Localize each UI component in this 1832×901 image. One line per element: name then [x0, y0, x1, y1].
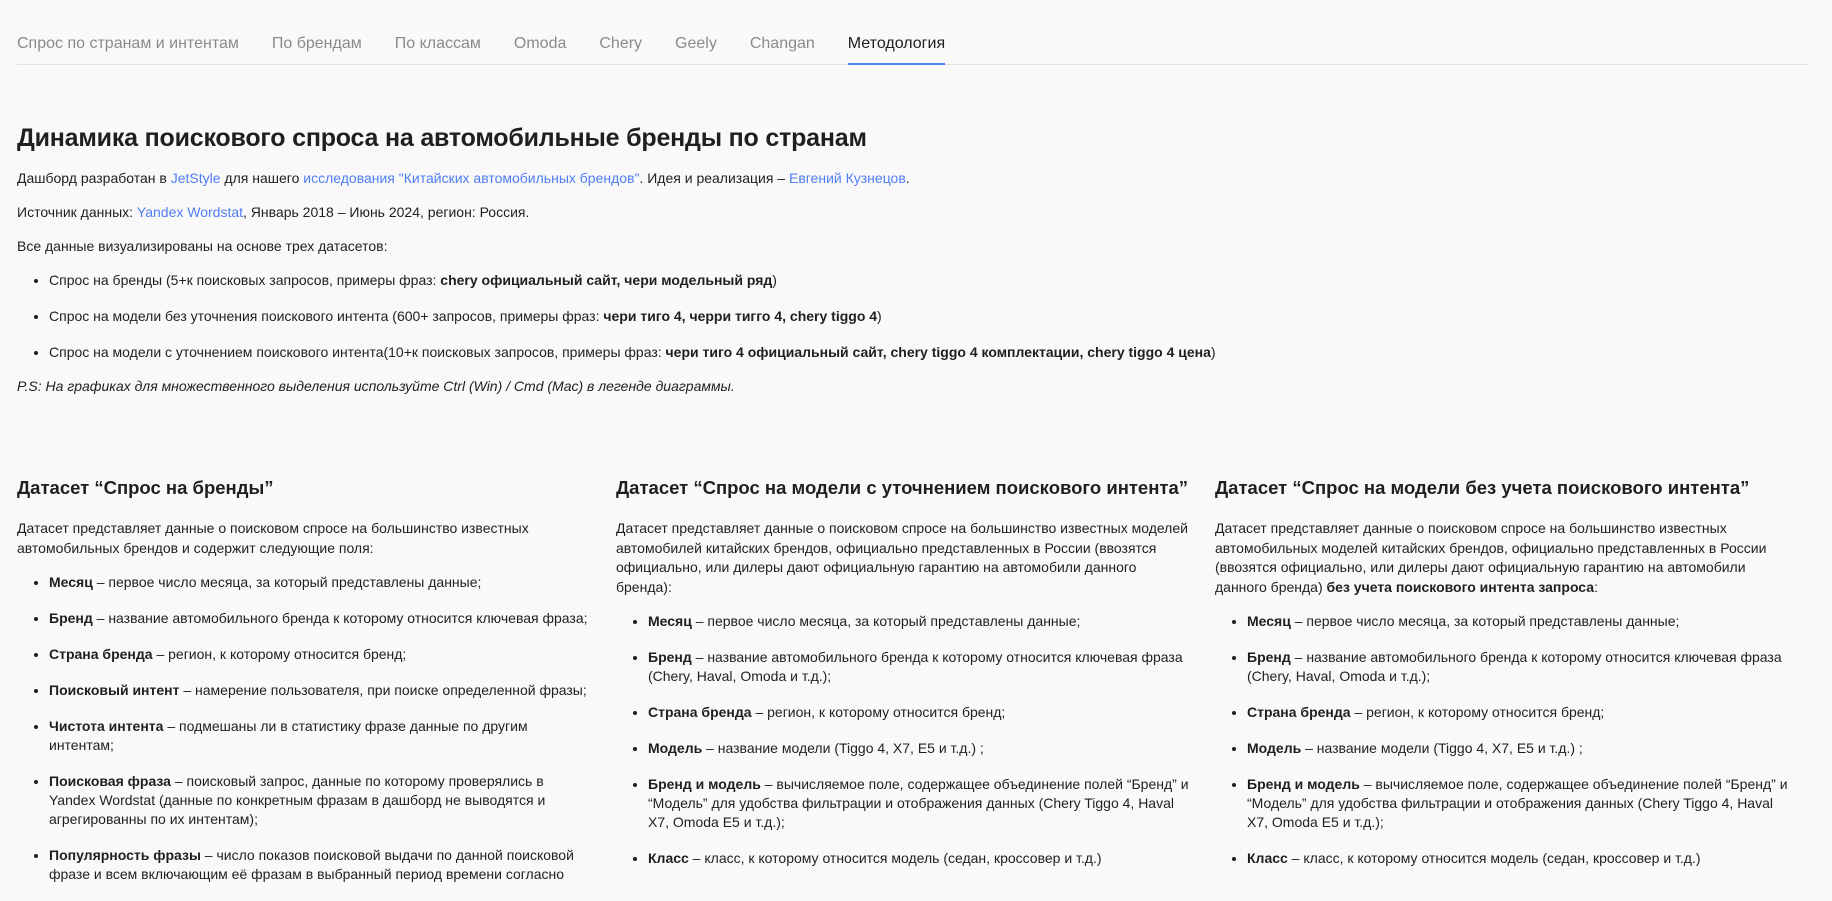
field-name: Страна бренда — [648, 704, 752, 720]
field-desc: – подмешаны ли в статистику фразе данные по другим интентам; — [49, 718, 528, 753]
tab-changan[interactable]: Changan — [749, 35, 815, 52]
field-name: Страна бренда — [1247, 704, 1351, 720]
field-name: Модель — [648, 740, 703, 756]
tab-omoda[interactable]: Omoda — [513, 35, 567, 52]
field-name: Месяц — [1247, 613, 1291, 629]
field-desc: – название модели (Tiggo 4, X7, E5 и т.д.) ; — [702, 740, 984, 756]
field-item — [648, 775, 1191, 832]
credits-part: для нашего — [220, 170, 304, 186]
field-item — [49, 772, 592, 829]
field-desc: – первое число месяца, за который представлены данные; — [691, 613, 1081, 629]
dataset-desc: Спрос на модели без уточнения поискового интента (600+ запросов, примеры фраз: — [49, 308, 604, 324]
field-list — [616, 612, 1191, 868]
dataset-examples: chery официальный сайт, чери модельный ряд — [440, 272, 773, 288]
field-desc: – число показов поисковой выдачи по данной поисковой фразе и всем включающим её фразам в выбранный период времени согласно — [49, 847, 574, 882]
intro-end: : — [1594, 578, 1598, 595]
dataset-intro — [1215, 519, 1790, 597]
field-name: Страна бренда — [49, 646, 153, 662]
dataset-title: Датасет “Спрос на бренды” — [17, 477, 274, 498]
field-desc: – поисковый запрос, данные по которому проверялись в Yandex Wordstat (данные по конкретным фразам в дашборд не выводятся и агрегированны по их интентам); — [49, 773, 546, 827]
field-desc: – вычисляемое поле, содержащее объединение полей “Бренд” и “Модель” для удобства фильтрации и отображения данных (Chery Tiggo 4, Haval X7, Omoda E5 и т.д.); — [1247, 776, 1788, 830]
jetstyle-link[interactable]: JetStyle — [170, 170, 221, 186]
field-name: Поисковый интент — [49, 682, 180, 698]
field-list — [17, 573, 592, 884]
field-item — [49, 717, 592, 755]
field-item — [49, 573, 592, 592]
dataset-desc: Спрос на бренды (5+к поисковых запросов, примеры фраз: — [49, 272, 441, 288]
field-name: Бренд — [648, 649, 692, 665]
field-desc: – регион, к которому относится бренд; — [751, 704, 1006, 720]
tab-countries-intents[interactable]: Спрос по странам и интентам — [17, 35, 239, 52]
dataset-intro — [616, 519, 1191, 597]
field-name: Бренд и модель — [1247, 776, 1360, 792]
field-item — [648, 612, 1191, 631]
intro-text: Датасет представляет данные о поисковом спросе на большинство известных автомобильных моделей китайских брендов, официально представленных в России (ввозятся официально, или дилеры дают официальную гарантию на автомобили данного бренда) — [1215, 520, 1767, 595]
credits-part: . — [905, 170, 910, 186]
dataset-intro — [17, 519, 592, 558]
dataset-end: ) — [877, 308, 882, 324]
dataset-models-with-intent — [616, 477, 1191, 901]
field-desc: – намерение пользователя, при поиске определенной фразы; — [179, 682, 587, 698]
dataset-brands — [17, 477, 592, 901]
field-desc: – регион, к которому относится бренд; — [1350, 704, 1605, 720]
field-item — [648, 739, 1191, 758]
field-name: Популярность фразы — [49, 847, 201, 863]
field-item — [1247, 849, 1790, 868]
dataset-item — [49, 343, 1817, 361]
field-desc: – название автомобильного бренда к которому относится ключевая фраза (Chery, Haval, Omoda и т.д.); — [1247, 649, 1782, 684]
field-item — [1247, 648, 1790, 686]
dataset-title: Датасет “Спрос на модели без учета поискового интента” — [1215, 477, 1750, 498]
credits-text — [17, 169, 1817, 187]
tab-bar — [17, 0, 1808, 65]
dataset-end: ) — [772, 272, 777, 288]
field-name: Бренд и модель — [648, 776, 761, 792]
field-name: Месяц — [49, 574, 93, 590]
intro-bold: без учета поискового интента запроса — [1326, 578, 1595, 595]
dataset-columns — [17, 477, 1817, 901]
field-desc: – название модели (Tiggo 4, X7, E5 и т.д.) ; — [1301, 740, 1583, 756]
field-item — [49, 609, 592, 628]
field-desc: – регион, к которому относится бренд; — [152, 646, 407, 662]
tab-geely[interactable]: Geely — [675, 35, 717, 52]
field-name: Класс — [1247, 850, 1288, 866]
field-desc: – первое число месяца, за который представлены данные; — [1290, 613, 1680, 629]
tab-chery[interactable]: Chery — [599, 35, 643, 52]
field-desc: – класс, к которому относится модель (седан, кроссовер и т.д.) — [688, 850, 1102, 866]
credits-part: . Идея и реализация – — [639, 170, 789, 186]
field-name: Класс — [648, 850, 689, 866]
field-item — [648, 703, 1191, 722]
field-item — [1247, 775, 1790, 832]
intro-text: Датасет представляет данные о поисковом спросе на большинство известных моделей автомобилей китайских брендов, официально представленных в России (ввозятся официально, или дилеры дают официальную гарантию на автомобили данного бренда): — [616, 520, 1188, 595]
source-suffix: , Январь 2018 – Июнь 2024, регион: Россия. — [243, 204, 530, 220]
methodology-header — [17, 124, 1817, 411]
field-name: Чистота интента — [49, 718, 164, 734]
field-item — [1247, 703, 1790, 722]
field-name: Бренд — [1247, 649, 1291, 665]
field-desc: – название автомобильного бренда к которому относится ключевая фраза; — [92, 610, 588, 626]
field-name: Месяц — [648, 613, 692, 629]
field-desc: – название автомобильного бренда к которому относится ключевая фраза (Chery, Haval, Omoda и т.д.); — [648, 649, 1183, 684]
author-link[interactable]: Евгений Кузнецов — [788, 170, 906, 186]
datasets-intro: Все данные визуализированы на основе трех датасетов: — [17, 238, 388, 254]
field-desc: – первое число месяца, за который представлены данные; — [92, 574, 482, 590]
dataset-models-without-intent — [1215, 477, 1790, 901]
source-text — [17, 203, 1817, 221]
dataset-examples: чери тиго 4, черри тигго 4, chery tiggo 4 — [603, 308, 878, 324]
source-prefix: Источник данных: — [17, 204, 137, 220]
dataset-examples: чери тиго 4 официальный сайт, chery tiggo 4 комплектации, chery tiggo 4 цена — [665, 344, 1211, 360]
field-name: Бренд — [49, 610, 93, 626]
tab-classes[interactable]: По классам — [394, 35, 481, 52]
field-name: Модель — [1247, 740, 1302, 756]
credits-part: Дашборд разработан в — [17, 170, 171, 186]
field-name: Поисковая фраза — [49, 773, 171, 789]
dataset-item — [49, 307, 1817, 325]
field-desc: – класс, к которому относится модель (седан, кроссовер и т.д.) — [1287, 850, 1701, 866]
field-item — [648, 648, 1191, 686]
page-title: Динамика поискового спроса на автомобильные бренды по странам — [17, 124, 867, 152]
dataset-desc: Спрос на модели с уточнением поискового интента(10+к поисковых запросов, примеры фраз: — [49, 344, 666, 360]
field-item — [648, 849, 1191, 868]
dataset-title: Датасет “Спрос на модели с уточнением поискового интента” — [616, 477, 1188, 498]
field-desc: – вычисляемое поле, содержащее объединение полей “Бренд” и “Модель” для удобства фильтрации и отображения данных (Chery Tiggo 4, Haval X7, Omoda E5 и т.д.); — [648, 776, 1189, 830]
dataset-item — [49, 271, 1817, 289]
tab-methodology[interactable]: Методология — [848, 35, 945, 64]
field-item — [49, 645, 592, 664]
datasets-list — [17, 271, 1817, 361]
field-list — [1215, 612, 1790, 868]
intro-text: Датасет представляет данные о поисковом спросе на большинство известных автомобильных брендов и содержит следующие поля: — [17, 520, 529, 556]
field-item — [1247, 739, 1790, 758]
ps-note: P.S: На графиках для множественного выделения используйте Ctrl (Win) / Cmd (Mac) в легенде диаграммы. — [17, 378, 735, 394]
field-item — [49, 846, 592, 884]
research-link[interactable]: исследования "Китайских автомобильных брендов" — [303, 170, 640, 186]
tab-brands[interactable]: По брендам — [271, 35, 362, 52]
field-item — [1247, 612, 1790, 631]
dataset-end: ) — [1210, 344, 1216, 360]
field-item — [49, 681, 592, 700]
wordstat-link[interactable]: Yandex Wordstat — [136, 204, 244, 220]
